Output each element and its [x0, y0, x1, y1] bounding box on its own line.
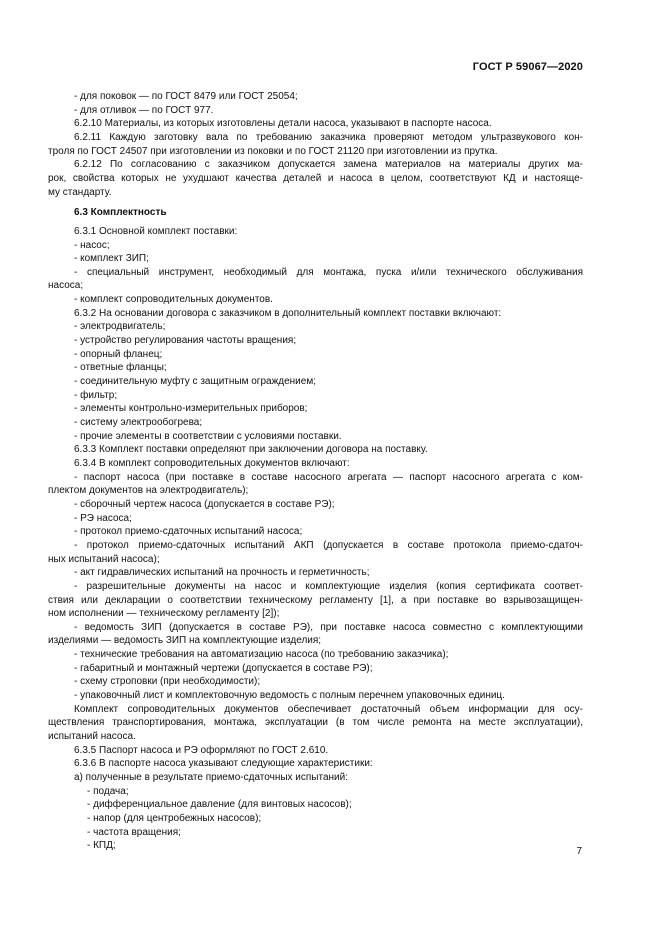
text-line: 6.3.5 Паспорт насоса и РЭ оформляют по ГОСТ 2.610.: [74, 744, 329, 756]
text-line: ных испытаний насоса);: [48, 553, 160, 565]
text-line: ном исполнении — техническому регламенту [2]);: [48, 608, 280, 620]
text-line: - паспорт насоса (при поставке в составе насосного агрегата — паспорт насосного агрегата с ком-: [74, 471, 583, 483]
text-line: - фильтр;: [74, 389, 118, 401]
text-line: 6.2.12 По согласованию с заказчиком допускается замена материалов на материалы других ма-: [74, 159, 583, 171]
text-line: - специальный инструмент, необходимый для монтажа, пуска и/или технического обслуживания: [74, 266, 583, 278]
text-line: - электродвигатель;: [74, 321, 166, 333]
text-line: 6.2.11 Каждую заготовку вала по требованию заказчика проверяют методом ультразвукового кон-: [74, 131, 583, 143]
text-line: испытаний насоса.: [48, 731, 136, 743]
text-line: - соединительную муфту с защитным ограждением;: [74, 376, 316, 388]
text-line: рок, свойства которых не ухудшают качества деталей и насоса в целом, соответствуют КД и настояще-: [48, 172, 583, 184]
text-line: - элементы контрольно-измерительных приборов;: [74, 403, 308, 415]
text-line: му стандарту.: [48, 186, 112, 198]
text-line: ществления транспортирования, монтажа, эксплуатации (в том числе ремонта на месте эксплуатации),: [48, 717, 583, 729]
standard-header: ГОСТ Р 59067—2020: [472, 61, 583, 73]
text-line: - комплект сопроводительных документов.: [74, 294, 273, 306]
text-line: - технические требования на автоматизацию насоса (по требованию заказчика);: [74, 649, 449, 661]
text-line: 6.3.6 В паспорте насоса указывают следующие характеристики:: [74, 758, 373, 770]
text-line: 6.3.3 Комплект поставки определяют при заключении договора на поставку.: [74, 444, 428, 456]
text-line: - габаритный и монтажный чертежи (допускается в составе РЭ);: [74, 662, 373, 674]
text-line: - КПД;: [87, 840, 116, 852]
text-line: - упаковочный лист и комплектовочную ведомость с полным перечнем упаковочных единиц.: [74, 690, 505, 702]
section-heading: 6.3 Комплектность: [74, 207, 167, 219]
text-line: - акт гидравлических испытаний на прочность и герметичность;: [74, 567, 370, 579]
text-line: - систему электрообогрева;: [74, 417, 203, 429]
text-line: - сборочный чертеж насоса (допускается в составе РЭ);: [74, 498, 335, 510]
text-line: - для отливок — по ГОСТ 977.: [74, 104, 214, 116]
text-line: - прочие элементы в соответствии с условиями поставки.: [74, 430, 342, 442]
text-line: насоса;: [48, 280, 84, 292]
text-line: - схему строповки (при необходимости);: [74, 676, 261, 688]
text-line: плектом документов на электродвигатель);: [48, 485, 249, 497]
text-line: а) полученные в результате приемо-сдаточных испытаний:: [74, 771, 348, 783]
text-line: - напор (для центробежных насосов);: [87, 812, 262, 824]
text-line: - частота вращения;: [87, 826, 181, 838]
text-line: 6.3.2 На основании договора с заказчиком в дополнительный комплект поставки включают:: [74, 307, 502, 319]
text-line: троля по ГОСТ 24507 при изготовлении из поковки и по ГОСТ 21120 при изготовлении из прутка.: [48, 145, 498, 157]
text-line: - подача;: [87, 785, 129, 797]
text-line: 6.3.1 Основной комплект поставки:: [74, 225, 238, 237]
text-line: - для поковок — по ГОСТ 8479 или ГОСТ 25054;: [74, 91, 298, 102]
text-line: - ответные фланцы;: [74, 362, 167, 374]
text-line: - насос;: [74, 239, 110, 251]
text-line: 6.3.4 В комплект сопроводительных документов включают:: [74, 458, 350, 469]
document-body: [48, 90, 583, 853]
text-line: - РЭ насоса;: [74, 512, 132, 524]
text-line: - устройство регулирования частоты вращения;: [74, 335, 297, 347]
text-line: изделиями — ведомость ЗИП на комплектующие изделия;: [48, 635, 322, 647]
text-line: - разрешительные документы на насос и комплектующие изделия (копия сертификата соответ-: [74, 580, 583, 592]
text-line: 6.2.10 Материалы, из которых изготовлены детали насоса, указывают в паспорте насоса.: [74, 118, 492, 130]
text-line: - дифференциальное давление (для винтовых насосов);: [87, 799, 352, 811]
text-line: Комплект сопроводительных документов обеспечивает достаточный объем информации для осу-: [74, 703, 583, 715]
text-line: - комплект ЗИП;: [74, 253, 149, 265]
page-number: 7: [576, 846, 582, 857]
text-line: - опорный фланец;: [74, 348, 163, 360]
text-line: - протокол приемо-сдаточных испытаний насоса;: [74, 526, 303, 538]
text-line: - ведомость ЗИП (допускается в составе РЭ), при поставке насоса совместно с комплектующими: [74, 621, 583, 633]
text-line: ствия или декларации о соответствии техническому регламенту [1], а при поставке во взрывозащищен-: [48, 594, 583, 606]
text-line: - протокол приемо-сдаточных испытаний АКП (допускается в составе протокола приемо-сдаточ-: [74, 539, 583, 551]
